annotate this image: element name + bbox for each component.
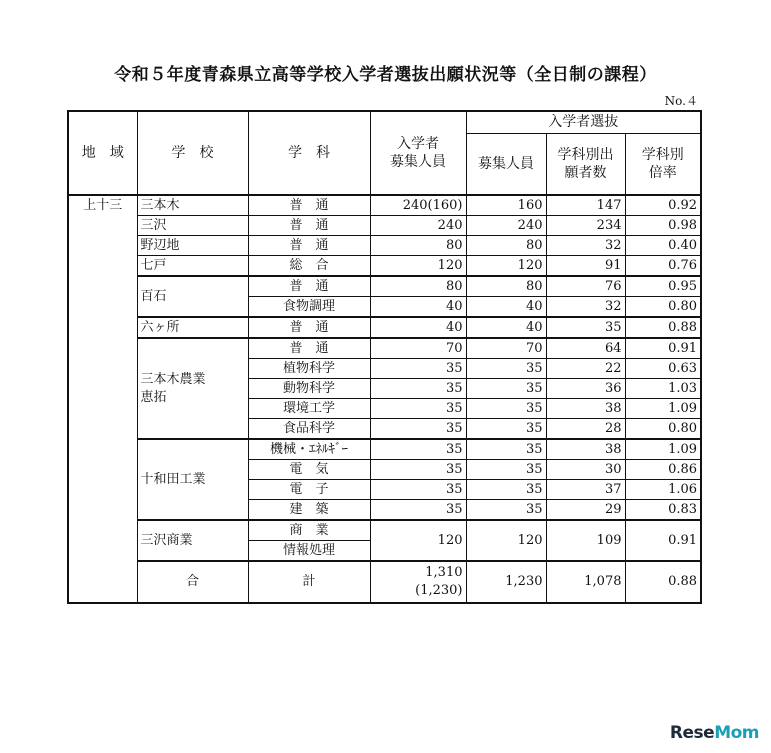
capacity-value: 80 [370, 236, 466, 256]
ratio-value: 0.88 [625, 317, 701, 338]
applicants-value: 234 [546, 216, 625, 236]
selection-capacity-value: 35 [466, 379, 546, 399]
header-capacity: 入学者 募集人員 [370, 111, 466, 195]
table-row [68, 216, 701, 236]
applicants-value: 22 [546, 359, 625, 379]
applicants-value: 37 [546, 480, 625, 500]
ratio-value: 0.83 [625, 500, 701, 521]
selection-capacity-value: 70 [466, 338, 546, 359]
department-name: 環境工学 [248, 399, 370, 419]
capacity-value: 35 [370, 460, 466, 480]
applicants-value: 32 [546, 236, 625, 256]
department-name: 普 通 [248, 195, 370, 216]
capacity-value: 35 [370, 480, 466, 500]
school-name: 三沢商業 [137, 520, 248, 561]
capacity-value: 35 [370, 399, 466, 419]
table-row [68, 276, 701, 297]
selection-capacity-value: 40 [466, 297, 546, 318]
capacity-value: 35 [370, 359, 466, 379]
total-label-b: 計 [248, 561, 370, 603]
header-department: 学 科 [248, 111, 370, 195]
header-school: 学 校 [137, 111, 248, 195]
ratio-value: 1.09 [625, 439, 701, 460]
ratio-value: 0.98 [625, 216, 701, 236]
capacity-value: 120 [370, 256, 466, 277]
page-number: No.４ [664, 94, 698, 108]
selection-capacity-value: 120 [466, 256, 546, 277]
total-capacity-value: 1,310 [425, 565, 463, 580]
capacity-value: 35 [370, 439, 466, 460]
school-name: 百石 [137, 276, 248, 317]
applicants-value: 30 [546, 460, 625, 480]
applicants-value: 28 [546, 419, 625, 440]
department-name: 総 合 [248, 256, 370, 277]
ratio-value: 1.03 [625, 379, 701, 399]
ratio-value: 0.80 [625, 297, 701, 318]
total-selection-capacity: 1,230 [466, 561, 546, 603]
applicants-value: 147 [546, 195, 625, 216]
total-capacity-sub: (1,230) [415, 583, 463, 598]
capacity-value: 120 [370, 520, 466, 561]
table-row [68, 317, 701, 338]
applicants-value: 91 [546, 256, 625, 277]
header-sel-capacity: 募集人員 [466, 133, 546, 195]
table-row [68, 439, 701, 460]
total-label-a: 合 [137, 561, 248, 603]
ratio-value: 1.06 [625, 480, 701, 500]
selection-capacity-value: 35 [466, 460, 546, 480]
selection-capacity-value: 35 [466, 480, 546, 500]
applicants-value: 64 [546, 338, 625, 359]
table-row [68, 338, 701, 359]
department-name: 普 通 [248, 236, 370, 256]
header-ratio: 学科別 倍率 [625, 133, 701, 195]
capacity-value: 35 [370, 419, 466, 440]
ratio-value: 0.91 [625, 338, 701, 359]
department-name: 普 通 [248, 317, 370, 338]
department-name: 動物科学 [248, 379, 370, 399]
applicants-value: 38 [546, 439, 625, 460]
ratio-value: 0.80 [625, 419, 701, 440]
region-cell: 上十三 [68, 195, 137, 603]
applicants-value: 29 [546, 500, 625, 521]
ratio-value: 0.76 [625, 256, 701, 277]
total-ratio: 0.88 [625, 561, 701, 603]
capacity-value: 40 [370, 317, 466, 338]
department-name: 食物調理 [248, 297, 370, 318]
applicants-value: 38 [546, 399, 625, 419]
table-row [68, 236, 701, 256]
department-name: 情報処理 [248, 541, 370, 562]
total-row [68, 561, 701, 603]
capacity-value: 35 [370, 500, 466, 521]
table-row [68, 195, 701, 216]
capacity-value: 240 [370, 216, 466, 236]
header-selection: 入学者選抜 [466, 111, 701, 133]
school-name: 十和田工業 [137, 439, 248, 520]
capacity-value: 70 [370, 338, 466, 359]
selection-capacity-value: 35 [466, 439, 546, 460]
ratio-value: 0.86 [625, 460, 701, 480]
school-name: 三沢 [137, 216, 248, 236]
ratio-value: 0.63 [625, 359, 701, 379]
header-applicants: 学科別出 願者数 [546, 133, 625, 195]
department-name: 植物科学 [248, 359, 370, 379]
capacity-value: 35 [370, 379, 466, 399]
capacity-value: 240(160) [370, 195, 466, 216]
selection-capacity-value: 35 [466, 419, 546, 440]
school-name: 三本木農業 恵拓 [137, 338, 248, 439]
ratio-value: 0.40 [625, 236, 701, 256]
selection-capacity-value: 160 [466, 195, 546, 216]
department-name: 電 気 [248, 460, 370, 480]
selection-capacity-value: 40 [466, 317, 546, 338]
capacity-value: 40 [370, 297, 466, 318]
ratio-value: 0.92 [625, 195, 701, 216]
resemom-logo: ReseMom [669, 723, 759, 743]
ratio-value: 1.09 [625, 399, 701, 419]
applicants-value: 76 [546, 276, 625, 297]
selection-capacity-value: 240 [466, 216, 546, 236]
applicants-value: 32 [546, 297, 625, 318]
selection-capacity-value: 80 [466, 236, 546, 256]
total-capacity [370, 561, 466, 603]
selection-capacity-value: 35 [466, 500, 546, 521]
department-name: 普 通 [248, 276, 370, 297]
sel-value: 120 [466, 520, 546, 561]
total-applicants: 1,078 [546, 561, 625, 603]
department-name: 普 通 [248, 338, 370, 359]
department-name: 商 業 [248, 520, 370, 541]
selection-capacity-value: 80 [466, 276, 546, 297]
school-name: 三本木 [137, 195, 248, 216]
applicants-value: 36 [546, 379, 625, 399]
document-title: 令和５年度青森県立高等学校入学者選抜出願状況等（全日制の課程） [114, 65, 657, 85]
school-name: 六ヶ所 [137, 317, 248, 338]
ratio-value: 0.91 [625, 520, 701, 561]
school-name: 七戸 [137, 256, 248, 277]
department-name: 機械・ｴﾈﾙｷﾞｰ [248, 439, 370, 460]
department-name: 電 子 [248, 480, 370, 500]
applications-table [67, 110, 702, 604]
department-name: 普 通 [248, 216, 370, 236]
table-row [68, 520, 701, 541]
app-value: 109 [546, 520, 625, 561]
header-region: 地 域 [68, 111, 137, 195]
department-name: 食品科学 [248, 419, 370, 440]
department-name: 建 築 [248, 500, 370, 521]
table-row [68, 256, 701, 277]
selection-capacity-value: 35 [466, 359, 546, 379]
applicants-value: 35 [546, 317, 625, 338]
ratio-value: 0.95 [625, 276, 701, 297]
school-name: 野辺地 [137, 236, 248, 256]
selection-capacity-value: 35 [466, 399, 546, 419]
capacity-value: 80 [370, 276, 466, 297]
